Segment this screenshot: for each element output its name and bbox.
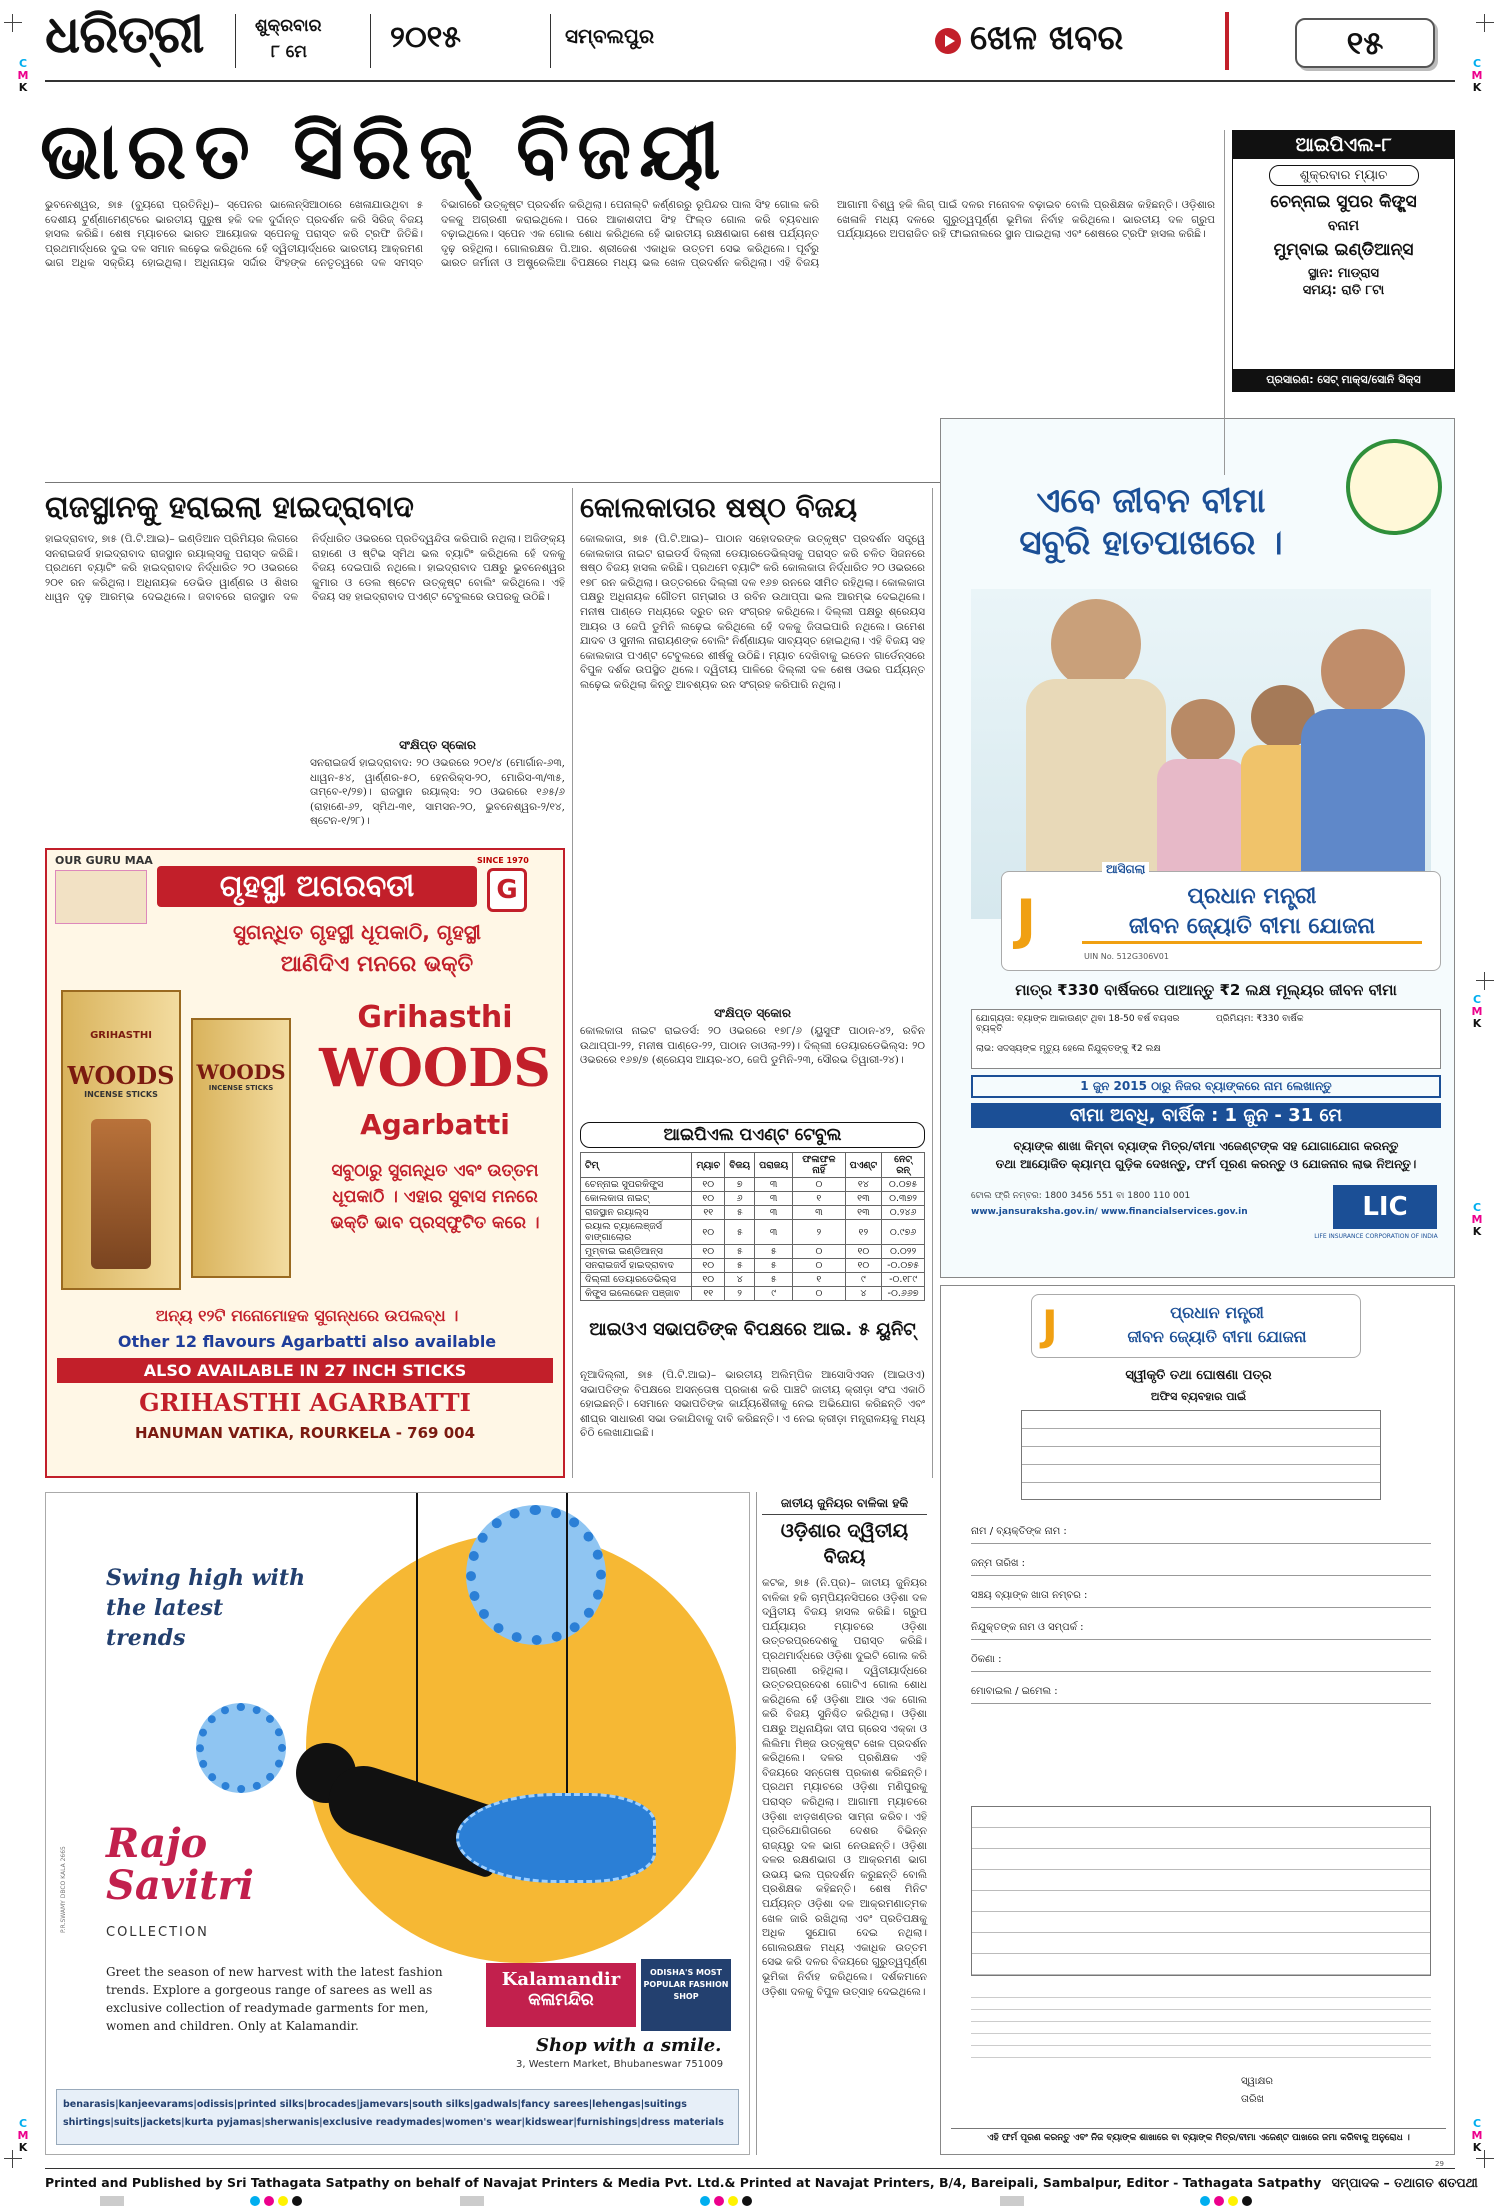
table-cell: ୫ xyxy=(755,1245,793,1259)
masthead-date: ୮ ମେ xyxy=(271,42,308,62)
ipl-time: ସମୟ: ରାତି ୮ଟା xyxy=(1302,283,1385,298)
table-cell: ୫ xyxy=(725,1259,755,1273)
form-office-grid xyxy=(1021,1410,1381,1500)
masthead-year: ୨୦୧୫ xyxy=(390,20,462,55)
kolkata-body: କୋଲକାତା, ୭ା୫ (ପି.ଟି.ଆଇ)– ପାଠାନ ସହୋଦରଙ୍କ ଉତ୍କୃଷ୍ଟ ପ୍ରଦର୍ଶନ ସତ୍ତ୍ୱେ କୋଲକାତା ନାଇଟ ରାଇଡର୍ସ ଦିଲ୍ଲୀ ଡେୟାରଡେଭିଲ୍ସକୁ ପରାସ୍ତ କରି ଚଳିତ ସିଜନରେ ଷଷ୍ଠ ବିଜୟ ହାସଲ କରିଛି। ପ୍ରଥମେ ବ୍ୟାଟିଂ କରି କୋଲକାତା ନିର୍ଦ୍ଧାରିତ ୨୦ ଓଭରରେ ୧୭୮ ରନ କରିଥିଲା। ଉତ୍ତରରେ ଦିଲ୍ଲୀ ଦଳ ୧୬୭ ରନରେ ସୀମିତ ରହିଥିଲା। କୋଲକାତା ପକ୍ଷରୁ ଅଧିନାୟକ ଗୌତମ ଗମ୍ଭୀର ଓ ରବିନ ଉଥାପ୍ପା ଭଲ ଆରମ୍ଭ ଦେଇଥିଲେ। ମନୀଷ ପାଣ୍ଡେ ମଧ୍ୟରେ ଦ୍ରୁତ ରନ ସଂଗ୍ରହ କରିଥିଲେ। ଦିଲ୍ଲୀ ପକ୍ଷରୁ ଶ୍ରେୟସ ଆୟର ଓ ଜେପି ଡୁମିନି ଲଢ଼େଇ କରିଥିଲେ ହେଁ ଦଳକୁ ଜିତାଇପାରି ନଥିଲେ। ଉମେଶ ଯାଦବ ଓ ସୁନୀଲ ନାରାୟଣଙ୍କ ବୋଲିଂ ନିର୍ଣ୍ଣାୟକ ସାବ୍ୟସ୍ତ ହୋଇଥିଲା। ଏହି ବିଜୟ ସହ କୋଲକାତା ପଏଣ୍ଟ ଟେବୁଲରେ ଶୀର୍ଷକୁ ଉଠିଛି। ମ୍ୟାଚ ଦେଖିବାକୁ ଇଡେନ ଗାର୍ଡେନ୍ସରେ ବିପୁଳ ଦର୍ଶକ ଉପସ୍ଥିତ ଥିଲେ। ଦ୍ୱିତୀୟ ପାଳିରେ ଦିଲ୍ଲୀ ଦଳ ଶେଷ ଓଭର ପର୍ଯ୍ୟନ୍ତ ଲଢ଼େଇ କରିଥିଲା କିନ୍ତୁ ଆବଶ୍ୟକ ରନ ସଂଗ୍ରହ କରିପାରି ନଥିଲା। xyxy=(580,533,925,691)
form-field-1[interactable]: ନାମ / ବ୍ୟକ୍ତିଙ୍କ ନାମ : xyxy=(971,1526,1431,1544)
kolkata-headline: କୋଲକାତାର ଷଷ୍ଠ ବିଜୟ xyxy=(580,491,858,524)
page-number: ୧୫ xyxy=(1295,18,1435,68)
agarbatti-company: GRIHASTHI AGARBATTI xyxy=(139,1388,471,1417)
form-title: ସ୍ୱୀକୃତି ତଥା ଘୋଷଣା ପତ୍ର xyxy=(1125,1368,1272,1383)
table-cell: ୧୨ xyxy=(845,1220,882,1245)
agarbatti-product-sub: Agarbatti xyxy=(360,1108,510,1141)
table-row xyxy=(581,1273,925,1287)
table-cell: ୪ xyxy=(845,1287,882,1301)
agarbatti-brand: Grihasthi xyxy=(357,1000,513,1035)
lic-headline-1: ଏବେ ଜୀବନ ବୀମା xyxy=(1036,481,1266,521)
table-cell: ୦ xyxy=(793,1245,845,1259)
ipl-broadcast: ପ୍ରସାରଣ: ସେଟ୍ ମାକ୍ସ/ସୋନି ସିକ୍ସ xyxy=(1233,369,1454,391)
rajasthan-headline: ରାଜସ୍ଥାନକୁ ହରାଇଲା ହାଇଦ୍ରାବାଦ xyxy=(45,490,414,525)
form-field-6[interactable]: ମୋବାଇଲ / ଇମେଲ : xyxy=(971,1686,1431,1704)
lic-info-box xyxy=(971,1009,1441,1069)
registration-mark xyxy=(4,14,22,32)
table-row xyxy=(581,1206,925,1220)
agarbatti-subtitle2: ଆଣିଦିଏ ମନରେ ଭକ୍ତି xyxy=(280,952,474,977)
table-cell: ୩ xyxy=(755,1178,793,1192)
lic-premium-box: ପ୍ରିମିୟମ: ₹330 ବାର୍ଷିକ xyxy=(1216,1014,1304,1024)
table-cell: ୫ xyxy=(725,1220,755,1245)
table-cell: -୦.୬୬୭ xyxy=(882,1287,925,1301)
rajasthan-body: ହାଇଦ୍ରାବାଦ, ୭ା୫ (ପି.ଟି.ଆଇ)– ଇଣ୍ଡିଆନ ପ୍ରିମିୟର ଲିଗରେ ସନରାଇଜର୍ସ ହାଇଦ୍ରାବାଦ ରାଜସ୍ଥାନ ରୟାଲ୍ସକୁ ପରାସ୍ତ କରିଛି। ପ୍ରଥମେ ବ୍ୟାଟିଂ କରି ହାଇଦ୍ରାବାଦ ନିର୍ଦ୍ଧାରିତ ୨୦ ଓଭରରେ ୨୦୧ ରନ କରିଥିଲା। ଅଧିନାୟକ ଡେଭିଡ ୱାର୍ଣ୍ଣର ଓ ଶିଖର ଧାୱନ ଦୃଢ଼ ଆରମ୍ଭ ଦେଇଥିଲେ। ଜବାବରେ ରାଜସ୍ଥାନ ଦଳ ନିର୍ଦ୍ଧାରିତ ଓଭରରେ ପ୍ରତିଦ୍ୱନ୍ଦିତା କରିପାରି ନଥିଲା। ଅଜିଙ୍କ୍ୟ ରାହାଣେ ଓ ଷ୍ଟିଭ ସ୍ମିଥ ଭଲ ବ୍ୟାଟିଂ କରିଥିଲେ ହେଁ ଦଳକୁ ବିଜୟ ଦେଇପାରି ନଥିଲେ। ହାଇଦ୍ରାବାଦ ପକ୍ଷରୁ ଭୁବନେଶ୍ୱର କୁମାର ଓ ଡେଲ ଷ୍ଟେନ ଉତ୍କୃଷ୍ଟ ବୋଲିଂ କରିଥିଲେ। ଏହି ବିଜୟ ସହ ହାଇଦ୍ରାବାଦ ପଏଣ୍ଟ ଟେବୁଲରେ ଉପରକୁ ଉଠିଛି। xyxy=(45,533,565,604)
table-cell: ୧୦ xyxy=(692,1273,725,1287)
table-cell: ୫ xyxy=(725,1245,755,1259)
pack-sub-2: INCENSE STICKS xyxy=(208,1084,274,1092)
points-table-header: ନେଟ୍ ରନ୍ xyxy=(882,1153,925,1178)
pack-brand: GRIHASTHI xyxy=(90,1030,152,1041)
scheme-tag: ଆସିଗଲା xyxy=(1102,862,1149,877)
lic-eligibility: ଯୋଗ୍ୟତା: ବ୍ୟାଙ୍କ ଆକାଉଣ୍ଟ ଥିବା 18-50 ବର୍ଷ ବୟସର ବ୍ୟକ୍ତି xyxy=(976,1014,1180,1034)
cmyk-mark-left-top: C M K xyxy=(17,57,29,94)
kalamandir-tagline: Swing high with the latest trends xyxy=(106,1565,306,1651)
table-cell: ୧୧ xyxy=(692,1206,725,1220)
ipl-venue: ସ୍ଥାନ: ମାଡ୍ରାସ xyxy=(1307,266,1380,281)
table-cell: ୨ xyxy=(725,1287,755,1301)
cow-image xyxy=(55,870,147,924)
points-table-header: ମ୍ୟାଚ xyxy=(692,1153,725,1178)
ioa-headline: ଆଇଓଏ ସଭାପତିଙ୍କ ବିପକ୍ଷରେ ଆଇ. ୫ ୟୁନିଟ୍ xyxy=(589,1319,916,1340)
form-table xyxy=(971,1806,1431,1976)
lic-logo-text: LIC xyxy=(1362,1192,1408,1222)
table-cell: ୧୦ xyxy=(692,1178,725,1192)
lic-helpline: ଟୋଲ ଫ୍ରି ନମ୍ବର: 1800 3456 551 ବା 1800 110 001 xyxy=(971,1191,1191,1201)
odisha-headline: ଓଡ଼ିଶାର ଦ୍ୱିତୀୟ ବିଜୟ xyxy=(780,1520,909,1568)
points-table-header: ପରାଜୟ xyxy=(755,1153,793,1178)
table-cell: ୭ xyxy=(725,1178,755,1192)
table-cell: କିଙ୍ଗ୍ସ ଇଲେଭେନ ପଞ୍ଜାବ xyxy=(581,1287,692,1301)
agarbatti-flavours-or: ଅନ୍ୟ ୧୨ଟି ମନୋମୋହକ ସୁଗନ୍ଧରେ ଉପଲବ୍ଧ । xyxy=(155,1306,459,1325)
table-cell: ସନରାଇଜର୍ସ ହାଇଦ୍ରାବାଦ xyxy=(581,1259,692,1273)
ipl-team2: ମୁମ୍ବାଇ ଇଣ୍ଡିଆନ୍ସ xyxy=(1273,240,1414,260)
kalamandir-footer-1: benarasis|kanjeevarams|odissis|printed silks|brocades|jamevars|south silks|gadwals|fancy sarees|lehengas|suitings xyxy=(63,2099,687,2110)
table-cell: ୧ xyxy=(793,1273,845,1287)
points-table xyxy=(580,1152,925,1301)
form-scheme-2: ଜୀବନ ଜ୍ୟୋତି ବୀମା ଯୋଜନା xyxy=(1127,1327,1307,1346)
lic-ad xyxy=(940,418,1455,1278)
table-cell: ୩ xyxy=(793,1206,845,1220)
table-cell: ୧୩ xyxy=(845,1206,882,1220)
masthead xyxy=(45,4,1455,76)
color-bar xyxy=(100,2196,1400,2206)
cmyk-mark-right-bottom: C M K xyxy=(1471,2117,1483,2154)
pack-label-2: WOODS xyxy=(196,1060,286,1084)
ipl-team1: ଚେନ୍ନାଇ ସୁପର କିଙ୍ଗ୍ସ xyxy=(1270,192,1417,212)
scheme-box xyxy=(1001,862,1441,971)
masthead-city: ସମ୍ବଲପୁର xyxy=(565,24,655,48)
kalamandir-badge: ODISHA'S MOST POPULAR FASHION SHOP xyxy=(641,1959,731,2031)
form-scheme-box xyxy=(1031,1294,1361,1358)
form-text-lines xyxy=(971,1986,1431,2066)
table-cell: ୧୦ xyxy=(692,1259,725,1273)
product-pack-2 xyxy=(191,1018,291,1278)
table-cell: ୧୪ xyxy=(845,1178,882,1192)
form-sign[interactable]: ସ୍ୱାକ୍ଷର xyxy=(1241,2076,1274,2087)
kalamandir-credit: P.R.SWAMY DBCO KALA 2665 xyxy=(60,1846,67,1933)
lic-logo xyxy=(1333,1185,1437,1229)
table-cell: -୦.୧୮୯ xyxy=(882,1273,925,1287)
points-table-header: ପଏଣ୍ଟ xyxy=(845,1153,882,1178)
table-cell: ୩ xyxy=(755,1220,793,1245)
agarbatti-tagline: ସବୁଠାରୁ ସୁଗନ୍ଧିତ ଏବଂ ଉତ୍ତମ ଧୂପକାଠି । ଏହାର ସୁବାସ ମନରେ ଭକ୍ତି ଭାବ ପ୍ରସ୍ଫୁଟିତ କରେ । xyxy=(330,1161,540,1233)
table-cell: ୦ xyxy=(793,1287,845,1301)
table-cell: ମୁମ୍ବାଇ ଇଣ୍ଡିଆନ୍ସ xyxy=(581,1245,692,1259)
table-cell: ୦.୦୨୨ xyxy=(882,1245,925,1259)
pack-sub: INCENSE STICKS xyxy=(84,1090,158,1099)
scheme-uin: UIN No. 512G306V01 xyxy=(1084,952,1169,961)
table-cell: ୧୧ xyxy=(692,1287,725,1301)
imprint-text: Printed and Published by Sri Tathagata Satpathy on behalf of Navajat Printers & Media Pvt. Ltd.& Printed at Navajat Printers, B/4, Bareipali, Sambalpur, Editor - Tathagata Satpathy xyxy=(45,2175,1322,2190)
ipl-label: ଆଇପିଏଲ-୮ xyxy=(1233,131,1454,159)
kalamandir-logo xyxy=(486,1963,636,2027)
collection-sub: COLLECTION xyxy=(106,1925,209,1940)
table-cell: ୬ xyxy=(725,1192,755,1206)
scheme-name-1: ପ୍ରଧାନ ମନ୍ତ୍ରୀ xyxy=(1187,884,1317,909)
pmjjby-emblem-icon xyxy=(1346,439,1442,535)
lic-period: ବୀମା ଅବଧି, ବାର୍ଷିକ : 1 ଜୁନ - 31 ମେ xyxy=(971,1103,1441,1128)
points-table-title: ଆଇପିଏଲ ପଏଣ୍ଟ ଟେବୁଲ xyxy=(580,1122,925,1148)
points-table-header: ଫଳାଫଳ ନାହିଁ xyxy=(793,1153,845,1178)
logo-g-icon: G xyxy=(487,868,527,912)
kalamandir-brand: Kalamandir xyxy=(501,1969,621,1990)
kalamandir-address: 3, Western Market, Bhubaneswar 751009 xyxy=(516,2059,724,2070)
table-cell: ୦.୨୪୬ xyxy=(882,1206,925,1220)
table-cell: ୩ xyxy=(755,1192,793,1206)
product-pack-1 xyxy=(61,990,181,1290)
collection-name: Rajo Savitri xyxy=(106,1820,254,1909)
form-field-2[interactable]: ଜନ୍ମ ତାରିଖ : xyxy=(971,1558,1431,1576)
agarbatti-product: WOODS xyxy=(319,1038,551,1099)
table-cell: ୪ xyxy=(725,1273,755,1287)
lic-form xyxy=(940,1285,1455,2155)
form-field-3[interactable]: ସଞ୍ଚୟ ବ୍ୟାଙ୍କ ଖାତା ନମ୍ବର : xyxy=(971,1590,1431,1608)
lic-headline-2: ସବୁରି ହାତପାଖରେ । xyxy=(1019,523,1283,563)
form-footer: ଏହି ଫର୍ମ ପୂରଣ କରନ୍ତୁ ଏବଂ ନିଜ ବ୍ୟାଙ୍କ ଶାଖାରେ ବା ବ୍ୟାଙ୍କ ମିତ୍ର/ବୀମା ଏଜେଣ୍ଟ ପାଖରେ ଜମା କରିବାକୁ ଅନୁରୋଧ । xyxy=(951,2128,1446,2143)
table-cell: ଦିଲ୍ଲୀ ଡେୟାରଡେଭିଲ୍ସ xyxy=(581,1273,692,1287)
agarbatti-top-tag: OUR GURU MAA xyxy=(55,854,153,867)
table-cell: ୦ xyxy=(793,1259,845,1273)
form-date[interactable]: ତାରିଖ xyxy=(1241,2094,1265,2105)
kolkata-score: କୋଲକାତା ନାଇଟ ରାଇଡର୍ସ: ୨୦ ଓଭରରେ ୧୭୮/୬ (ୟୁସୁଫ ପାଠାନ-୪୨, ରବିନ ଉଥାପ୍ପା-୨୨, ମନୀଷ ପାଣ୍ଡେ-୨୨, ପାଠାନ ଡାଓଲା-୨୨)। ଦିଲ୍ଲୀ ଡେୟାରଡେଭିଲ୍ସ: ୨୦ ଓଭରରେ ୧୬୭/୭ (ଶ୍ରେୟସ ଆୟର-୪୦, ଜେପି ଡୁମିନି-୨୩, ସୌରଭ ତିୱାରୀ-୨୪)। xyxy=(580,1025,925,1067)
table-cell: ୧୦ xyxy=(692,1192,725,1206)
pack-label: WOODS xyxy=(67,1061,175,1090)
lic-cta: ବ୍ୟାଙ୍କ ଶାଖା କିମ୍ବା ବ୍ୟାଙ୍କ ମିତ୍ର/ବୀମା ଏଜେଣ୍ଟଙ୍କ ସହ ଯୋଗାଯୋଗ କରନ୍ତୁ xyxy=(1013,1139,1399,1153)
agarbatti-title: ଗୃହସ୍ଥୀ ଅଗରବତୀ xyxy=(157,866,477,907)
scheme-name-2: ଜୀବନ ଜ୍ୟୋତି ବୀମା ଯୋଜନା xyxy=(1082,914,1422,944)
table-cell: ୦.୩୭୨ xyxy=(882,1192,925,1206)
flower-icon-2 xyxy=(196,1703,286,1793)
kalamandir-brand-or: କଳାମନ୍ଦିର xyxy=(528,1990,594,2010)
form-scheme-1: ପ୍ରଧାନ ମନ୍ତ୍ରୀ xyxy=(1170,1303,1264,1322)
table-cell: ୩ xyxy=(755,1206,793,1220)
table-cell: ୧୦ xyxy=(692,1220,725,1245)
kalamandir-footer-2: shirtings|suits|jackets|kurta pyjamas|sherwanis|exclusive readymades|women's wear|kidswear|furnishings|dress materials xyxy=(63,2117,724,2128)
kalamandir-shop: Shop with a smile. xyxy=(536,2035,722,2056)
lead-body: ଭୁବନେଶ୍ୱର, ୭ା୫ (ବ୍ୟୁରୋ ପ୍ରତିନିଧି)– ସ୍ପେନର ଭାଲେନ୍ସିଆଠାରେ ଖେଳାଯାଉଥିବା ୫ ଦେଶୀୟ ଟୁର୍ଣ୍ଣାମେଣ୍ଟରେ ଭାରତୀୟ ପୁରୁଷ ହକି ଦଳ ଦୁର୍ଦ୍ଦାନ୍ତ ପ୍ରଦର୍ଶନ କରି ସିରିଜ୍ ବିଜୟ ହାସଲ କରିଛି। ଶେଷ ମ୍ୟାଚରେ ଭାରତ ଆୟୋଜକ ସ୍ପେନକୁ ପରାସ୍ତ କରି ଟ୍ରଫି ଜିତିଛି। ପ୍ରଥମାର୍ଦ୍ଧରେ ଦୁଇ ଦଳ ସମାନ ଲଢ଼େଇ କରିଥିଲେ ହେଁ ଦ୍ୱିତୀୟାର୍ଦ୍ଧରେ ଭାରତୀୟ ଆକ୍ରମଣ ଭାଗ ଅଧିକ ସକ୍ରିୟ ହୋଇଥିଲା। ଅଧିନାୟକ ସର୍ଦ୍ଦାର ସିଂହଙ୍କ ନେତୃତ୍ୱରେ ଦଳ ସମସ୍ତ ବିଭାଗରେ ଉତ୍କୃଷ୍ଟ ପ୍ରଦର୍ଶନ କରିଥିଲା। ପେନାଲ୍ଟି କର୍ଣ୍ଣରରୁ ରୂପିନ୍ଦର ପାଲ ସିଂହ ଗୋଲ କରି ଦଳକୁ ଅଗ୍ରଣୀ କରାଇଥିଲେ। ପରେ ଆକାଶଦୀପ ସିଂହ ଫିଲ୍ଡ ଗୋଲ କରି ବ୍ୟବଧାନ ବଢ଼ାଇଥିଲେ। ସ୍ପେନ ଏକ ଗୋଲ ଶୋଧ କରିଥିଲେ ହେଁ ଭାରତୀୟ ରକ୍ଷଣଭାଗ ଶେଷ ପର୍ଯ୍ୟନ୍ତ ଦୃଢ଼ ରହିଥିଲା। ଗୋଲରକ୍ଷକ ପି.ଆର. ଶ୍ରୀଜେଶ ଏକାଧିକ ଉତ୍ତମ ସେଭ କରିଥିଲେ। ପୂର୍ବରୁ ଭାରତ ଜର୍ମାନୀ ଓ ଅଷ୍ଟ୍ରେଲିଆ ବିପକ୍ଷରେ ମଧ୍ୟ ଭଲ ଖେଳ ପ୍ରଦର୍ଶନ କରିଥିଲା। ଏହି ବିଜୟ ଆଗାମୀ ବିଶ୍ୱ ହକି ଲିଗ୍ ପାଇଁ ଦଳର ମନୋବଳ ବଢ଼ାଇବ ବୋଲି ପ୍ରଶିକ୍ଷକ କହିଛନ୍ତି। ଓଡ଼ିଶାର ଖେଳାଳି ମଧ୍ୟ ଦଳରେ ଗୁରୁତ୍ୱପୂର୍ଣ୍ଣ ଭୂମିକା ନିର୍ବାହ କରିଥିଲେ। ଭାରତୀୟ ଦଳ ଗ୍ରୁପ ପର୍ଯ୍ୟାୟରେ ଅପରାଜିତ ରହି ଫାଇନାଲରେ ସ୍ଥାନ ପାଇଥିଲା ଏବଂ ଶେଷରେ ଟ୍ରଫି ହାସଲ କରିଛି। xyxy=(45,199,1215,270)
lead-headline: ଭାରତ ସିରିଜ୍ ବିଜୟୀ xyxy=(40,107,729,197)
form-field-5[interactable]: ଠିକଣା : xyxy=(971,1654,1431,1672)
points-table-header: ବିଜୟ xyxy=(725,1153,755,1178)
cmyk-mark-right-mid-2: C M K xyxy=(1471,1201,1483,1238)
section-title: ଖେଳ ଖବର xyxy=(970,18,1124,58)
agarbatti-address: HANUMAN VATIKA, ROURKELA - 769 004 xyxy=(134,1424,476,1442)
ioa-body: ନୂଆଦିଲ୍ଲୀ, ୭ା୫ (ପି.ଟି.ଆଇ)– ଭାରତୀୟ ଅଲିମ୍ପିକ ଆସୋସିଏସନ (ଆଇଓଏ) ସଭାପତିଙ୍କ ବିପକ୍ଷରେ ଅସନ୍ତୋଷ ପ୍ରକାଶ କରି ପାଞ୍ଚଟି ଜାତୀୟ କ୍ରୀଡ଼ା ସଂଘ ଏକାଠି ହୋଇଛନ୍ତି। ସେମାନେ ସଭାପତିଙ୍କ କାର୍ଯ୍ୟଶୈଳୀକୁ ନେଇ ଅଭିଯୋଗ କରିଛନ୍ତି ଏବଂ ଶୀଘ୍ର ସାଧାରଣ ସଭା ଡକାଯିବାକୁ ଦାବି କରିଛନ୍ତି। ଏ ନେଇ କ୍ରୀଡ଼ା ମନ୍ତ୍ରାଳୟକୁ ମଧ୍ୟ ଚିଠି ଲେଖାଯାଇଛି। xyxy=(580,1369,925,1440)
registration-mark xyxy=(1476,14,1494,32)
agarbatti-ad xyxy=(45,848,565,1478)
scheme-j-icon: J xyxy=(1016,888,1037,951)
form-j-icon: J xyxy=(1042,1301,1058,1350)
points-table-header: ଟିମ୍ xyxy=(581,1153,692,1178)
table-cell: ଚେନ୍ନାଇ ସୁପରକିଙ୍ଗ୍ସ xyxy=(581,1178,692,1192)
table-cell: ୫ xyxy=(755,1273,793,1287)
cmyk-mark-right-mid: C M K xyxy=(1471,993,1483,1030)
table-cell: ୧୦ xyxy=(845,1245,882,1259)
table-cell: ୧ xyxy=(793,1192,845,1206)
rajasthan-score-head: ସଂକ୍ଷିପ୍ତ ସ୍କୋର xyxy=(399,738,476,752)
kalamandir-body: Greet the season of new harvest with the latest fashion trends. Explore a gorgeous range of sarees as well as exclusive collection of readymade garments for men, women and children. Only at Kalamandir. xyxy=(106,1965,443,2033)
imprint-editor-or: ସମ୍ପାଦକ – ତଥାଗତ ଶତପଥୀ xyxy=(1331,2175,1478,2190)
table-cell: ୫ xyxy=(755,1259,793,1273)
ipl-vs: ବନାମ xyxy=(1327,218,1360,234)
table-cell: କୋଲକାତା ନାଇଟ୍ xyxy=(581,1192,692,1206)
table-row xyxy=(581,1178,925,1192)
table-cell: ୫ xyxy=(725,1206,755,1220)
table-cell: ୧୦ xyxy=(692,1245,725,1259)
lic-premium: ମାତ୍ର ₹330 ବାର୍ଷିକରେ ପାଆନ୍ତୁ ₹2 ଲକ୍ଷ ମୂଲ୍ୟର ଜୀବନ ବୀମା xyxy=(1015,981,1397,999)
masthead-day: ଶୁକ୍ରବାର xyxy=(255,16,322,36)
table-row xyxy=(581,1245,925,1259)
points-table-box xyxy=(580,1122,925,1302)
family-photo xyxy=(971,589,1431,919)
table-cell: ୯ xyxy=(845,1273,882,1287)
ipl-sub: ଶୁକ୍ରବାର ମ୍ୟାଚ xyxy=(1269,165,1419,186)
kalamandir-ad xyxy=(45,1492,750,2155)
rajasthan-score: ସନରାଇଜର୍ସ ହାଇଦ୍ରାବାଦ: ୨୦ ଓଭରରେ ୨୦୧/୪ (ମୋର୍ଗାନ-୬୩, ଧାୱନ-୫୪, ୱାର୍ଣ୍ଣର-୫୦, ହେନରିକ୍ସ-୨୦, ମୋରିସ-୩/୩୫, ତାମ୍ବେ-୧/୨୭)। ରାଜସ୍ଥାନ ରୟାଲ୍ସ: ୨୦ ଓଭରରେ ୧୬୫/୬ (ରାହାଣେ-୬୨, ସ୍ମିଥ-୩୧, ସାମସନ-୨୦, ଭୁବନେଶ୍ୱର-୨/୧୪, ଷ୍ଟେନ-୧/୨୮)। xyxy=(310,757,565,828)
table-cell: ୯ xyxy=(755,1287,793,1301)
table-cell: ୦ xyxy=(793,1178,845,1192)
lic-benefit: ଲାଭ: ସଦସ୍ୟଙ୍କ ମୃତ୍ୟୁ ହେଲେ ନିଯୁକ୍ତଙ୍କୁ ₹2 ଲକ୍ଷ xyxy=(976,1044,1161,1054)
lic-cta2: ତଥା ଆୟୋଜିତ କ୍ୟାମ୍ପ ଗୁଡ଼ିକ ଦେଖନ୍ତୁ, ଫର୍ମ ପୂରଣ କରନ୍ତୁ ଓ ଯୋଜନାର ଲାଭ ନିଅନ୍ତୁ। xyxy=(995,1157,1417,1171)
kalamandir-footer xyxy=(56,2089,739,2145)
lic-web: www.jansuraksha.gov.in/ www.financialservices.gov.in xyxy=(971,1207,1248,1217)
cmyk-mark-right-top: C M K xyxy=(1471,57,1483,94)
agarbatti-subtitle: ସୁଗନ୍ଧିତ ଗୃହସ୍ଥୀ ଧୂପକାଠି, ଗୃହସ୍ଥୀ xyxy=(233,920,481,944)
form-office: ଅଫିସ ବ୍ୟବହାର ପାଇଁ xyxy=(1150,1390,1247,1403)
table-cell: ୧୦ xyxy=(845,1259,882,1273)
imprint-page-no: 29 xyxy=(1435,2160,1444,2168)
swing-girl xyxy=(296,1743,666,1903)
odisha-body: କଟକ, ୭ା୫ (ନି.ପ୍ର)– ଜାତୀୟ ଜୁନିୟର ବାଳିକା ହକି ଚାମ୍ପିୟନସିପରେ ଓଡ଼ିଶା ଦଳ ଦ୍ୱିତୀୟ ବିଜୟ ହାସଲ କରିଛି। ଗ୍ରୁପ ପର୍ଯ୍ୟାୟର ମ୍ୟାଚରେ ଓଡ଼ିଶା ଉତ୍ତରପ୍ରଦେଶକୁ ପରାସ୍ତ କରିଛି। ପ୍ରଥମାର୍ଦ୍ଧରେ ଓଡ଼ିଶା ଦୁଇଟି ଗୋଲ କରି ଅଗ୍ରଣୀ ରହିଥିଲା। ଦ୍ୱିତୀୟାର୍ଦ୍ଧରେ ଉତ୍ତରପ୍ରଦେଶ ଗୋଟିଏ ଗୋଲ ଶୋଧ କରିଥିଲେ ହେଁ ଓଡ଼ିଶା ଆଉ ଏକ ଗୋଲ କରି ବିଜୟ ସୁନିଶ୍ଚିତ କରିଥିଲା। ଓଡ଼ିଶା ପକ୍ଷରୁ ଅଧିନାୟିକା ଦୀପ ଗ୍ରେସ ଏକ୍କା ଓ ଲିଲିମା ମିଞ୍ଜ ଉତ୍କୃଷ୍ଟ ଖେଳ ପ୍ରଦର୍ଶନ କରିଥିଲେ। ଦଳର ପ୍ରଶିକ୍ଷକ ଏହି ବିଜୟରେ ସନ୍ତୋଷ ପ୍ରକାଶ କରିଛନ୍ତି। ପ୍ରଥମ ମ୍ୟାଚରେ ଓଡ଼ିଶା ମଣିପୁରକୁ ପରାସ୍ତ କରିଥିଲା। ଆଗାମୀ ମ୍ୟାଚରେ ଓଡ଼ିଶା ଝାଡ଼ଖଣ୍ଡର ସାମ୍ନା କରିବ। ଏହି ପ୍ରତିଯୋଗିତାରେ ଦେଶର ବିଭିନ୍ନ ରାଜ୍ୟରୁ ଦଳ ଭାଗ ନେଉଛନ୍ତି। ଓଡ଼ିଶା ଦଳର ରକ୍ଷଣଭାଗ ଓ ଆକ୍ରମଣ ଭାଗ ଉଭୟ ଭଲ ପ୍ରଦର୍ଶନ କରୁଛନ୍ତି ବୋଲି ପ୍ରଶିକ୍ଷକ କହିଛନ୍ତି। ଶେଷ ମିନିଟ ପର୍ଯ୍ୟନ୍ତ ଓଡ଼ିଶା ଦଳ ଆକ୍ରମଣାତ୍ମକ ଖେଳ ଜାରି ରଖିଥିଲା ଏବଂ ପ୍ରତିପକ୍ଷକୁ ଅଧିକ ସୁଯୋଗ ଦେଇ ନଥିଲା। ଗୋଲରକ୍ଷକ ମଧ୍ୟ ଏକାଧିକ ଉତ୍ତମ ସେଭ କରି ଦଳର ବିଜୟରେ ଗୁରୁତ୍ୱପୂର୍ଣ୍ଣ ଭୂମିକା ନିର୍ବାହ କରିଥିଲେ। ଦର୍ଶକମାନେ ଓଡ଼ିଶା ଦଳକୁ ବିପୁଳ ଉତ୍ସାହ ଦେଇଥିଲେ। xyxy=(762,1577,927,1998)
imprint xyxy=(45,2175,1478,2193)
kolkata-score-head: ସଂକ୍ଷିପ୍ତ ସ୍କୋର xyxy=(714,1006,791,1020)
table-cell: ୦.୦୭୫ xyxy=(882,1178,925,1192)
table-cell: ୨ xyxy=(793,1220,845,1245)
form-field-4[interactable]: ନିଯୁକ୍ତଙ୍କ ନାମ ଓ ସମ୍ପର୍କ : xyxy=(971,1622,1431,1640)
ipl-box xyxy=(1232,130,1455,392)
agarbatti-flavours-en: Other 12 flavours Agarbatti also available xyxy=(117,1332,497,1351)
flower-icon xyxy=(466,1505,606,1645)
masthead-divider xyxy=(235,14,236,68)
play-icon xyxy=(935,28,961,54)
table-cell: ରୟାଲ ଚ୍ୟାଲେଞ୍ଜର୍ସ ବାଙ୍ଗାଲୋର xyxy=(581,1220,692,1245)
table-row xyxy=(581,1220,925,1245)
masthead-rule xyxy=(45,80,1455,82)
table-row xyxy=(581,1192,925,1206)
table-cell: ରାଜସ୍ଥାନ ରୟାଲ୍ସ xyxy=(581,1206,692,1220)
newspaper-logo: ଧରିତ୍ରୀ xyxy=(45,4,204,65)
lic-full: LIFE INSURANCE CORPORATION OF INDIA xyxy=(1314,1233,1438,1240)
agarbatti-since: SINCE 1970 xyxy=(477,856,529,865)
table-cell: ୦.୯୭୬ xyxy=(882,1220,925,1245)
form-fields xyxy=(971,1512,1431,1710)
table-row xyxy=(581,1287,925,1301)
agarbatti-sticks: ALSO AVAILABLE IN 27 INCH STICKS xyxy=(57,1358,553,1383)
table-cell: ୧୩ xyxy=(845,1192,882,1206)
lic-enrol-note: 1 ଜୁନ 2015 ଠାରୁ ନିଜର ବ୍ୟାଙ୍କରେ ନାମ ଲେଖାନ୍ତୁ xyxy=(971,1075,1441,1098)
odisha-kicker: ଜାତୀୟ ଜୁନିୟର ବାଳିକା ହକି xyxy=(762,1496,927,1515)
table-row xyxy=(581,1259,925,1273)
cmyk-mark-left-bottom: C M K xyxy=(17,2117,29,2154)
registration-mark xyxy=(1476,972,1494,990)
table-cell: -୦.୦୭୫ xyxy=(882,1259,925,1273)
